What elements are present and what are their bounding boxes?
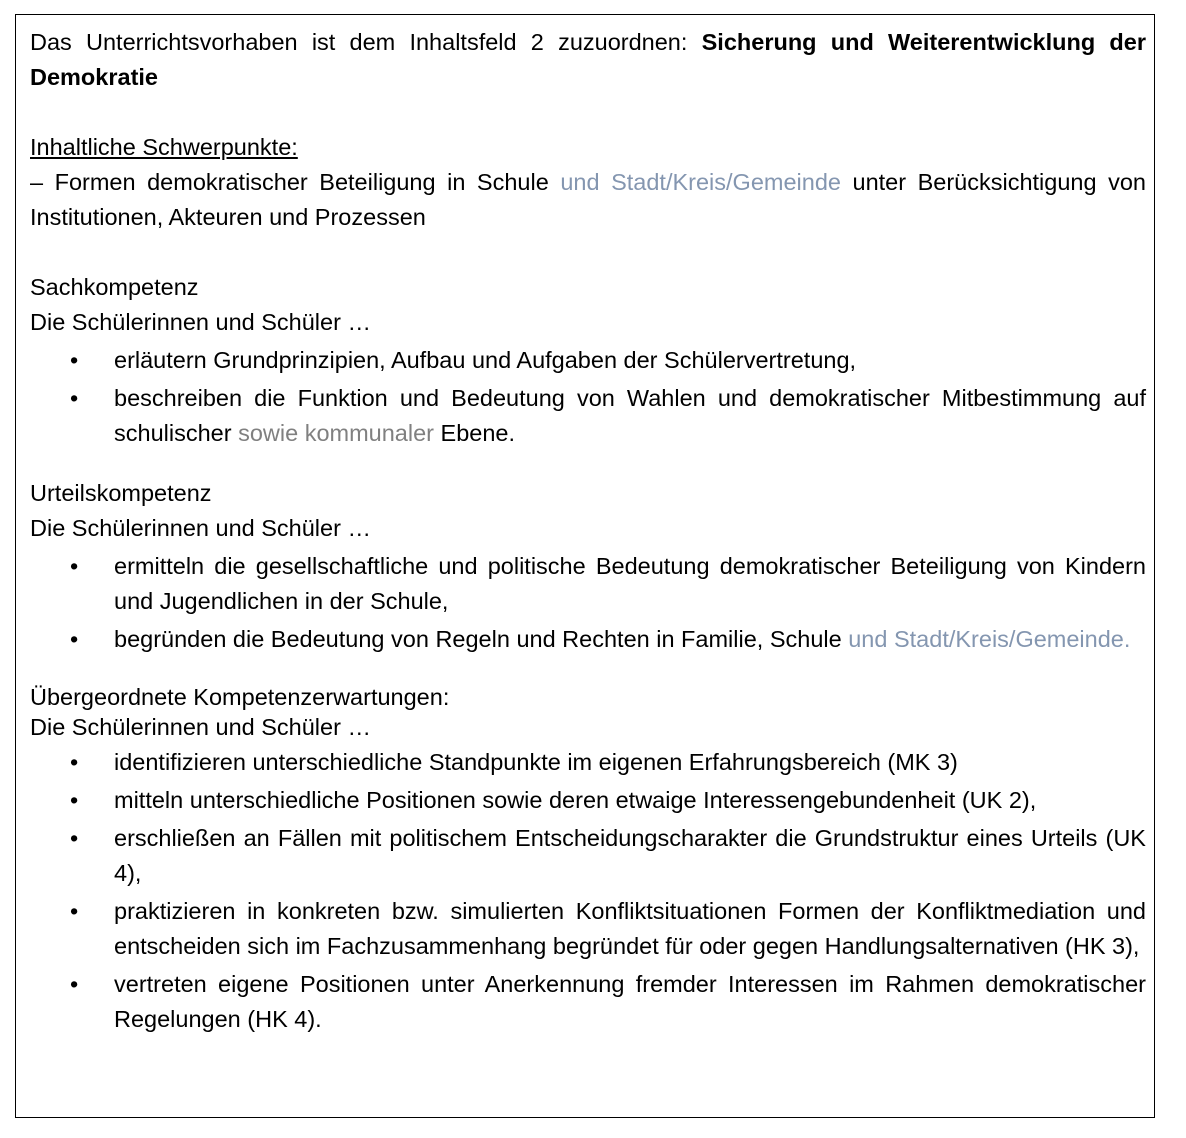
bullet-icon: • [70,971,79,997]
item-text: praktizieren in konkreten bzw. simulierten Konfliktsituationen Formen der Konfliktmediation und entscheiden sich im Fachzusammenhang begründet für oder gegen Handlungsalternativen (HK 3), [114,898,1146,959]
bullet-icon: • [70,898,79,924]
list-item [30,549,1146,619]
urteilskompetenz-heading: Urteilskompetenz [30,480,212,506]
item-text: begründen die Bedeutung von Regeln und Rechten in Familie, Schule [114,626,849,652]
item-text: erschließen an Fällen mit politischem Entscheidungscharakter die Grundstruktur eines Urteils (UK 4), [114,825,1146,886]
text: unter Berücksichtigung von Institutionen, Akteuren und Prozessen [30,169,1146,230]
schwerpunkte-heading: Inhaltliche Schwerpunkte: [30,134,298,160]
list-item [30,381,1146,451]
sachkompetenz-heading: Sachkompetenz [30,274,199,300]
list-item [30,894,1146,964]
bullet-icon: • [70,626,79,652]
item-text: ermitteln die gesellschaftliche und politische Bedeutung demokratischer Beteiligung von Kindern und Jugendlichen in der Schule, [114,553,1146,614]
text: – Formen demokratischer Beteiligung in Schule [30,169,561,195]
list-item [30,821,1146,891]
item-text: erläutern Grundprinzipien, Aufbau und Aufgaben der Schülervertretung, [114,347,857,373]
content-frame [15,14,1155,1118]
lead-text: Die Schülerinnen und Schüler … [30,714,371,740]
bullet-icon: • [70,347,79,373]
inhaltsfeld-title: Sicherung und Weiterentwicklung der Demokratie [30,29,1146,90]
list-item [30,745,1146,780]
optional-text: und Stadt/Kreis/Gemeinde. [848,626,1131,652]
intro-paragraph [30,25,1146,95]
bullet-icon: • [70,825,79,851]
bullet-icon: • [70,787,79,813]
bullet-icon: • [70,749,79,775]
item-text: mitteln unterschiedliche Positionen sowie deren etwaige Interessengebundenheit (UK 2), [114,787,1037,813]
item-text: vertreten eigene Positionen unter Anerkennung fremder Interessen im Rahmen demokratischer Regelungen (HK 4). [114,971,1146,1032]
lead-text: Die Schülerinnen und Schüler … [30,515,371,541]
sachkompetenz-list [30,343,1146,451]
list-item [30,783,1146,818]
list-item [30,343,1146,378]
urteilskompetenz-list [30,549,1146,657]
lead-text: Die Schülerinnen und Schüler … [30,309,371,335]
optional-text: und Stadt/Kreis/Gemeinde [560,169,841,195]
uebergeordnet-list [30,745,1146,1037]
optional-text: sowie kommunaler [238,420,434,446]
schwerpunkte-text [30,165,1146,235]
uebergeordnet-heading: Übergeordnete Kompetenzerwartungen: [30,684,450,710]
list-item [30,967,1146,1037]
bullet-icon: • [70,553,79,579]
list-item [30,622,1146,657]
bullet-icon: • [70,385,79,411]
item-text: Ebene. [433,420,515,446]
item-text: identifizieren unterschiedliche Standpunkte im eigenen Erfahrungsbereich (MK 3) [114,749,958,775]
item-text: beschreiben die Funktion und Bedeutung von Wahlen und demokratischer Mitbestimmung auf schulischer [114,385,1146,446]
intro-text: Das Unterrichtsvorhaben ist dem Inhaltsfeld 2 zuzuordnen: [30,29,702,55]
